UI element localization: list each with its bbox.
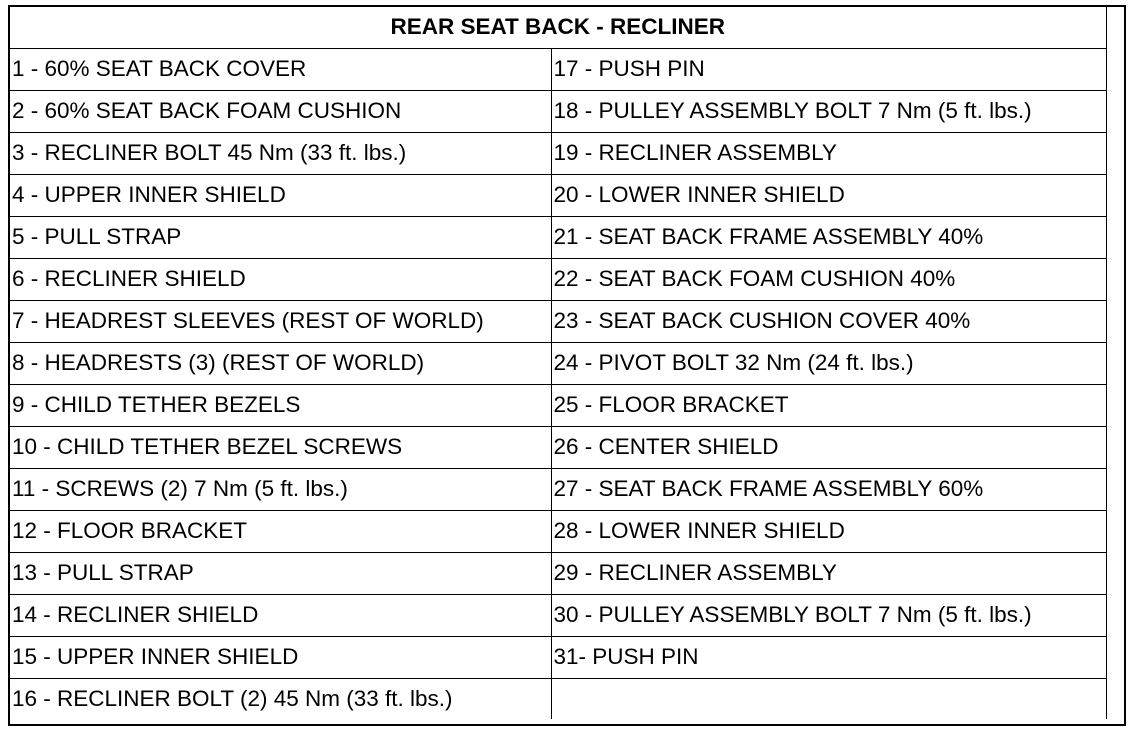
legend-item-left: 5 - PULL STRAP	[10, 216, 551, 258]
table-row	[10, 678, 1106, 719]
legend-item-left: 9 - CHILD TETHER BEZELS	[10, 384, 551, 426]
table-row	[10, 468, 1106, 510]
table-row	[10, 594, 1106, 636]
table-row	[10, 90, 1106, 132]
legend-item-right: 25 - FLOOR BRACKET	[551, 384, 1106, 426]
legend-item-right: 18 - PULLEY ASSEMBLY BOLT 7 Nm (5 ft. lbs.)	[551, 90, 1106, 132]
legend-item-left: 13 - PULL STRAP	[10, 552, 551, 594]
table-title: REAR SEAT BACK - RECLINER	[10, 7, 1106, 48]
legend-item-right: 29 - RECLINER ASSEMBLY	[551, 552, 1106, 594]
legend-table	[10, 7, 1107, 719]
legend-item-left: 4 - UPPER INNER SHIELD	[10, 174, 551, 216]
legend-item-right	[551, 678, 1106, 719]
table-row	[10, 48, 1106, 90]
table-row	[10, 384, 1106, 426]
legend-item-right: 19 - RECLINER ASSEMBLY	[551, 132, 1106, 174]
legend-item-right: 23 - SEAT BACK CUSHION COVER 40%	[551, 300, 1106, 342]
legend-item-left: 16 - RECLINER BOLT (2) 45 Nm (33 ft. lbs.)	[10, 678, 551, 719]
legend-item-right: 24 - PIVOT BOLT 32 Nm (24 ft. lbs.)	[551, 342, 1106, 384]
table-row	[10, 552, 1106, 594]
table-row	[10, 174, 1106, 216]
table-row	[10, 636, 1106, 678]
legend-item-right: 26 - CENTER SHIELD	[551, 426, 1106, 468]
legend-item-left: 11 - SCREWS (2) 7 Nm (5 ft. lbs.)	[10, 468, 551, 510]
legend-item-right: 22 - SEAT BACK FOAM CUSHION 40%	[551, 258, 1106, 300]
legend-body	[10, 48, 1106, 719]
table-row	[10, 510, 1106, 552]
table-row	[10, 132, 1106, 174]
legend-item-left: 1 - 60% SEAT BACK COVER	[10, 48, 551, 90]
legend-item-right: 27 - SEAT BACK FRAME ASSEMBLY 60%	[551, 468, 1106, 510]
legend-item-right: 17 - PUSH PIN	[551, 48, 1106, 90]
legend-item-right: 28 - LOWER INNER SHIELD	[551, 510, 1106, 552]
title-row	[10, 7, 1106, 48]
legend-item-right: 21 - SEAT BACK FRAME ASSEMBLY 40%	[551, 216, 1106, 258]
table-row	[10, 300, 1106, 342]
legend-item-left: 7 - HEADREST SLEEVES (REST OF WORLD)	[10, 300, 551, 342]
table-row	[10, 216, 1106, 258]
legend-item-right: 20 - LOWER INNER SHIELD	[551, 174, 1106, 216]
legend-frame	[8, 5, 1126, 726]
table-row	[10, 426, 1106, 468]
legend-item-left: 10 - CHILD TETHER BEZEL SCREWS	[10, 426, 551, 468]
legend-item-left: 15 - UPPER INNER SHIELD	[10, 636, 551, 678]
legend-item-left: 8 - HEADRESTS (3) (REST OF WORLD)	[10, 342, 551, 384]
legend-item-left: 2 - 60% SEAT BACK FOAM CUSHION	[10, 90, 551, 132]
legend-item-left: 3 - RECLINER BOLT 45 Nm (33 ft. lbs.)	[10, 132, 551, 174]
table-row	[10, 342, 1106, 384]
legend-item-right: 31- PUSH PIN	[551, 636, 1106, 678]
legend-item-left: 6 - RECLINER SHIELD	[10, 258, 551, 300]
legend-item-left: 12 - FLOOR BRACKET	[10, 510, 551, 552]
table-row	[10, 258, 1106, 300]
legend-item-right: 30 - PULLEY ASSEMBLY BOLT 7 Nm (5 ft. lbs.)	[551, 594, 1106, 636]
legend-item-left: 14 - RECLINER SHIELD	[10, 594, 551, 636]
